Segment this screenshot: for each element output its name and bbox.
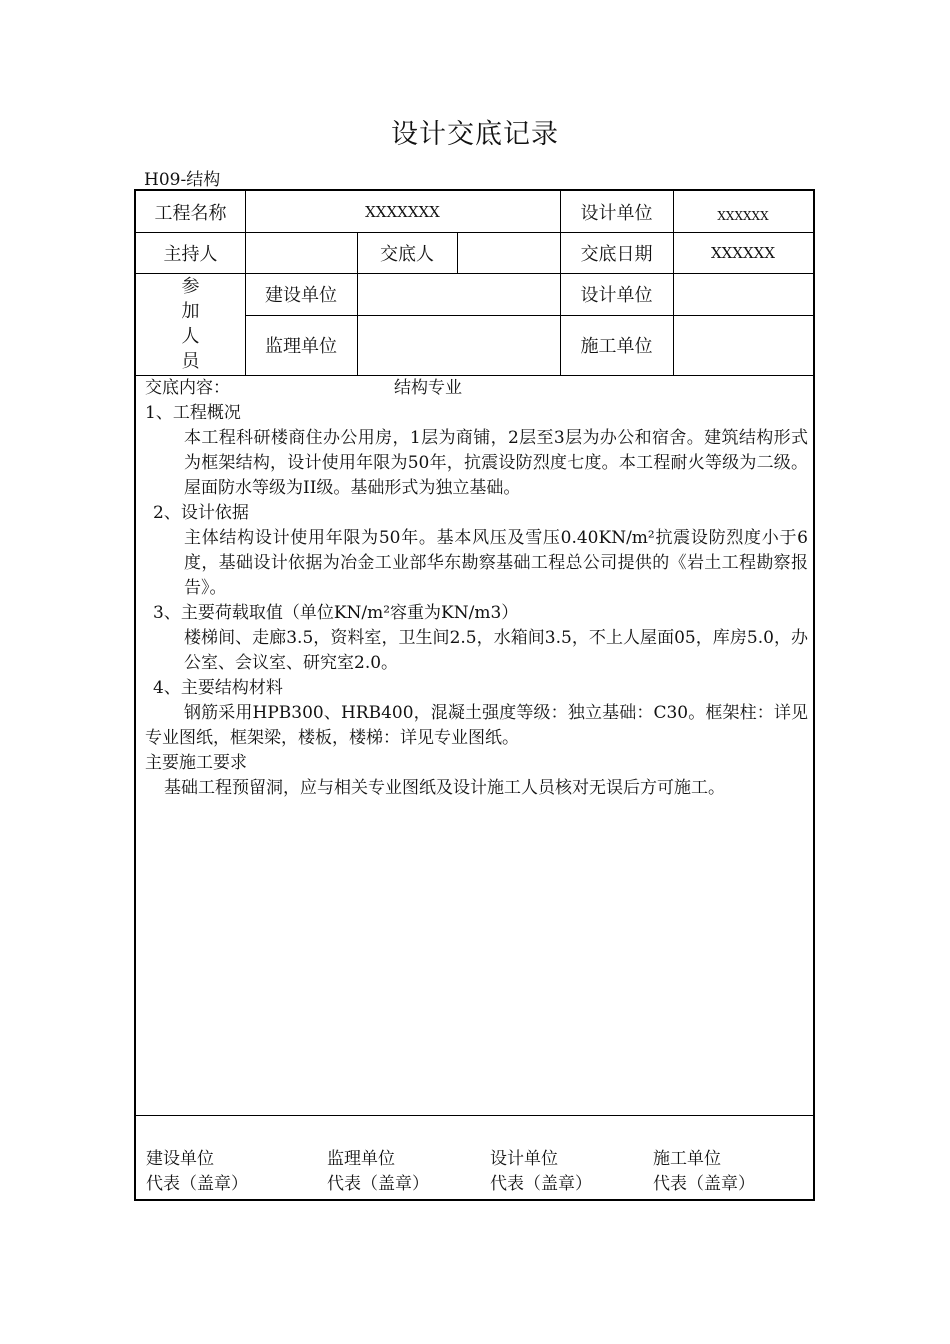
presenter-value (457, 232, 560, 273)
section-heading: 1、工程概况 (145, 403, 241, 423)
signature-rep: 代表（盖章） (146, 1174, 248, 1194)
participants-char: 参 (181, 276, 200, 297)
owner-unit-value (357, 273, 560, 315)
date-label: 交底日期 (580, 243, 653, 265)
section-text: 钢筋采用HPB300、HRB400，混凝土强度等级：独立基础：C30。框架柱：详见专业图纸，框架梁，楼板，楼梯：详见专业图纸。 (145, 703, 808, 748)
supervision-unit-value (357, 315, 560, 375)
owner-unit-label: 建设单位 (265, 285, 337, 306)
row-divider (136, 375, 813, 376)
requirements-text: 基础工程预留洞，应与相关专业图纸及设计施工人员核对无误后方可施工。 (164, 778, 725, 798)
design-unit-label: 设计单位 (580, 202, 653, 224)
row-divider (136, 1115, 813, 1116)
signature-unit: 监理单位 (327, 1149, 395, 1169)
signature-unit: 建设单位 (146, 1149, 214, 1169)
participants-char: 加 (181, 301, 200, 322)
participant-design-value (673, 273, 813, 315)
section-text: 主体结构设计使用年限为50年。基本风压及雪压0.40KN/m²抗震设防烈度小于6度，基础设计依据为冶金工业部华东勘察基础工程总公司提供的《岩土工程勘察报告》。 (184, 528, 808, 598)
participants-char: 人 (181, 326, 200, 347)
section-heading: 2、设计依据 (153, 503, 249, 523)
signature-rep: 代表（盖章） (490, 1174, 592, 1194)
section-heading: 4、主要结构材料 (153, 678, 283, 698)
host-label: 主持人 (163, 243, 218, 265)
construction-unit-value (673, 315, 813, 375)
form-code: H09-结构 (144, 170, 221, 190)
presenter-label: 交底人 (380, 243, 434, 265)
construction-unit-label: 施工单位 (580, 336, 653, 357)
signature-rep: 代表（盖章） (653, 1174, 755, 1194)
form-frame (134, 189, 815, 1201)
signature-unit: 施工单位 (653, 1149, 721, 1169)
section-text: 楼梯间、走廊3.5，资料室，卫生间2.5，水箱间3.5，不上人屋面05，库房5.0，办公室、会议室、研究室2.0。 (184, 628, 808, 673)
signature-rep: 代表（盖章） (327, 1174, 429, 1194)
project-name-label: 工程名称 (154, 202, 227, 224)
section-text: 本工程科研楼商住办公用房，1层为商铺，2层至3层为办公和宿舍。建筑结构形式为框架结构，设计使用年限为50年，抗震设防烈度七度。本工程耐火等级为二级。屋面防水等级为II级。基础形式为独立基础。 (184, 428, 808, 498)
page-title: 设计交底记录 (391, 119, 559, 150)
section-heading: 3、主要荷载取值（单位KN/m²容重为KN/m3） (153, 603, 519, 623)
participants-char: 员 (181, 351, 200, 372)
content-discipline: 结构专业 (394, 378, 462, 398)
date-value: XXXXXX (710, 243, 776, 262)
participant-design-label: 设计单位 (580, 285, 653, 306)
signature-unit: 设计单位 (490, 1149, 558, 1169)
supervision-unit-label: 监理单位 (265, 336, 337, 357)
design-unit-value: XXXXXX (717, 208, 769, 223)
content-label: 交底内容： (145, 378, 230, 398)
host-value (245, 232, 357, 273)
participants-label (136, 273, 245, 375)
project-name-value: XXXXXXX (365, 202, 440, 221)
requirements-heading: 主要施工要求 (145, 753, 247, 773)
